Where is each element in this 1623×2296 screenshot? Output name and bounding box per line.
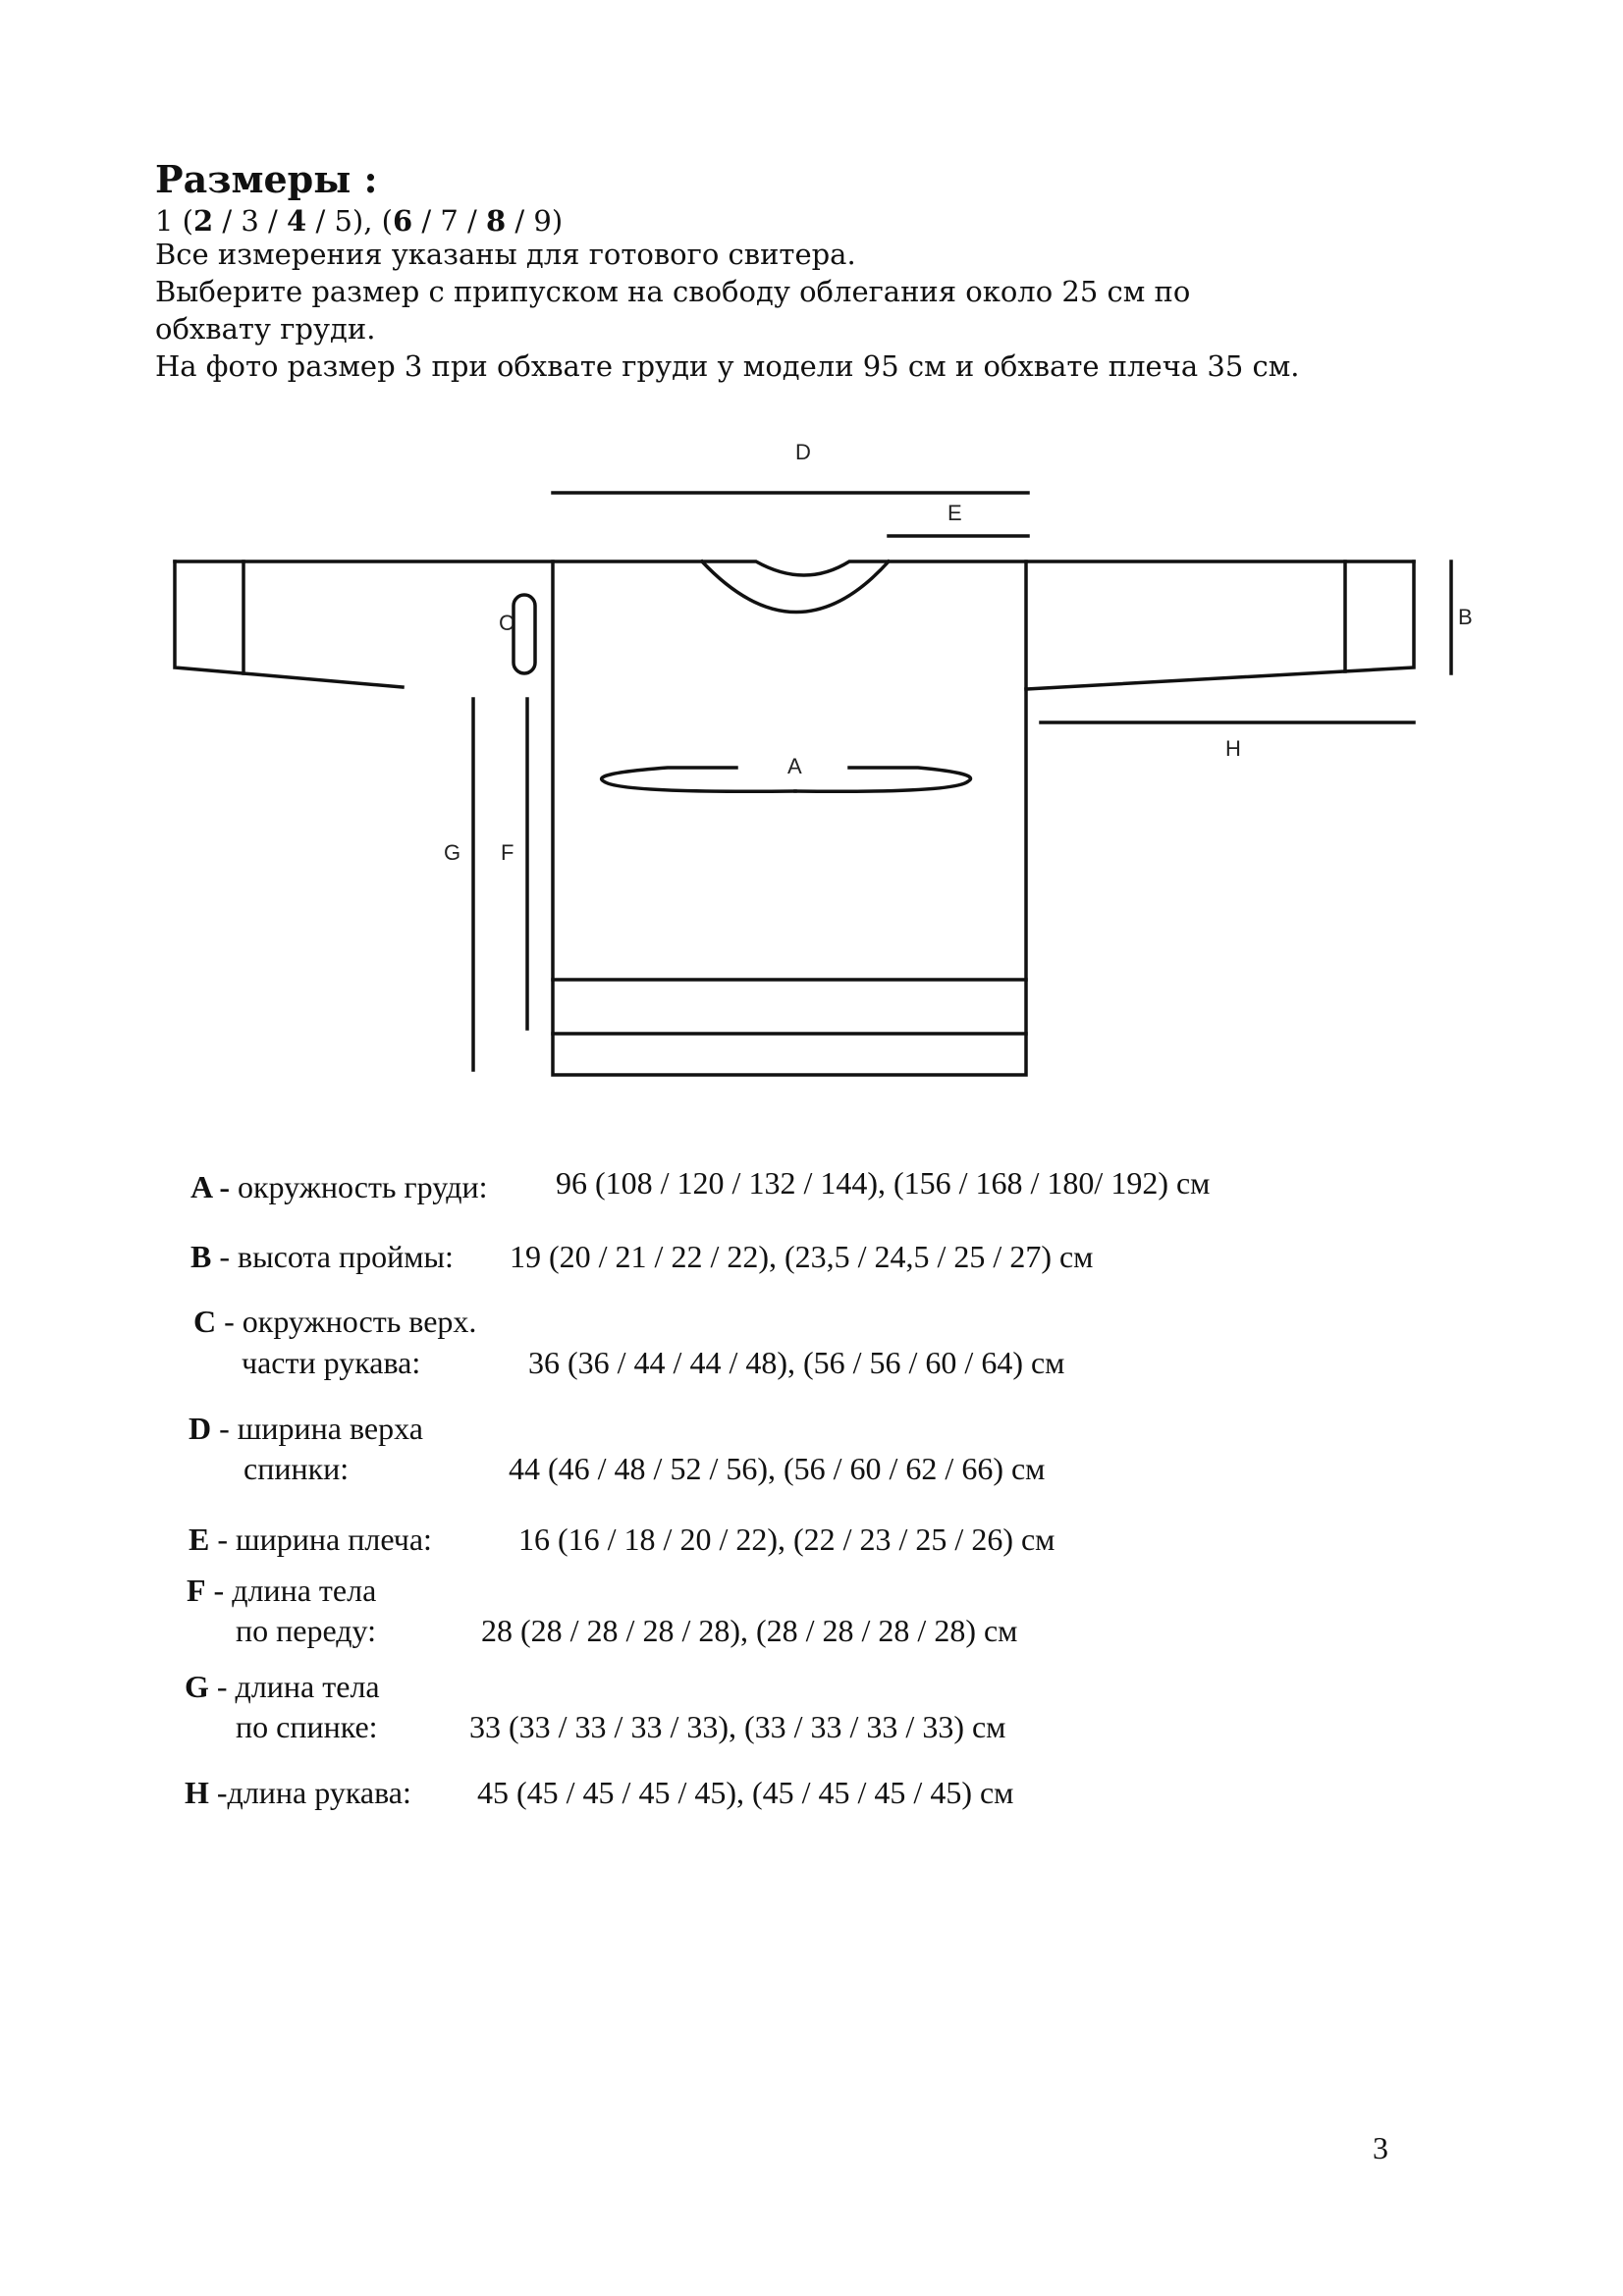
letter-f: F — [187, 1573, 206, 1608]
section-heading: Размеры : — [155, 157, 378, 201]
size-number-bold: 4 — [287, 204, 307, 238]
intro-line-ease: Выберите размер с припуском на свободу облегания около 25 см по обхвату груди. — [155, 275, 1191, 346]
left-sleeve — [175, 561, 403, 687]
value-b: 19 (20 / 21 / 22 / 22), (23,5 / 24,5 / 25 / 27) см — [510, 1239, 1094, 1274]
size-number-bold: 6 — [392, 204, 413, 238]
measurement-e — [189, 1522, 432, 1558]
measurement-d — [189, 1411, 423, 1447]
diagram-label-c: C — [499, 611, 514, 635]
neck-curve — [702, 561, 889, 613]
label-f: - длина тела — [205, 1573, 377, 1608]
value-c: 36 (36 / 44 / 44 / 48), (56 / 56 / 60 / 64) см — [528, 1345, 1065, 1380]
diagram-label-b: B — [1458, 605, 1473, 629]
body-outline — [553, 561, 1026, 1075]
size-text: / 9) — [506, 204, 564, 238]
measurement-c — [193, 1304, 476, 1340]
size-text: / 5), ( — [306, 204, 393, 238]
label-g: - длина тела — [208, 1669, 380, 1704]
size-text: / 3 / — [213, 204, 288, 238]
label-h: -длина рукава: — [208, 1775, 411, 1810]
size-range — [155, 204, 563, 238]
top-outline — [175, 561, 1414, 575]
diagram-label-e: E — [947, 501, 962, 525]
letter-h: H — [185, 1775, 209, 1810]
measurement-g — [185, 1669, 380, 1705]
size-number-bold: 8 — [486, 204, 507, 238]
size-number-bold: 2 — [192, 204, 214, 238]
measurement-f — [187, 1573, 376, 1609]
size-text: 1 ( — [155, 204, 193, 238]
measurement-a — [190, 1169, 488, 1205]
value-e: 16 (16 / 18 / 20 / 22), (22 / 23 / 25 / 26) см — [518, 1522, 1055, 1557]
letter-c: C — [193, 1304, 217, 1339]
label-c-2: части рукава: — [242, 1345, 421, 1380]
sweater-schematic — [157, 422, 1492, 1090]
diagram-label-d: D — [795, 440, 811, 464]
diagram-label-h: H — [1225, 736, 1241, 761]
letter-g: G — [185, 1669, 209, 1704]
label-d: - ширина верха — [211, 1411, 423, 1446]
size-text: / 7 / — [412, 204, 487, 238]
value-d: 44 (46 / 48 / 52 / 56), (56 / 60 / 62 / 66) см — [509, 1451, 1046, 1486]
label-g-2: по спинке: — [236, 1709, 378, 1744]
letter-b: B — [190, 1239, 212, 1274]
c-loop — [514, 595, 535, 673]
measurement-b — [190, 1239, 454, 1275]
right-sleeve — [1026, 561, 1414, 689]
value-a: 96 (108 / 120 / 132 / 144), (156 / 168 / 180/ 192) см — [556, 1165, 1211, 1201]
diagram-label-g: G — [444, 840, 461, 865]
diagram-label-f: F — [501, 840, 514, 865]
label-c: - окружность верх. — [216, 1304, 477, 1339]
intro-line-photo-size: На фото размер 3 при обхвате груди у модели 95 см и обхвате плеча 35 см. — [155, 349, 1300, 383]
label-e: - ширина плеча: — [209, 1522, 432, 1557]
page-number: 3 — [1373, 2130, 1388, 2165]
value-h: 45 (45 / 45 / 45 / 45), (45 / 45 / 45 / 45) см — [477, 1775, 1014, 1810]
a-ellipse-left — [602, 768, 795, 791]
value-g: 33 (33 / 33 / 33 / 33), (33 / 33 / 33 / 33) см — [469, 1709, 1006, 1744]
label-d-2: спинки: — [243, 1451, 350, 1486]
letter-e: E — [189, 1522, 210, 1557]
measurement-h — [185, 1775, 411, 1811]
a-ellipse-right — [795, 768, 970, 791]
label-b: - высота проймы: — [211, 1239, 454, 1274]
label-a: окружность груди: — [230, 1169, 488, 1204]
label-f-2: по переду: — [236, 1613, 376, 1648]
diagram-label-a: A — [787, 754, 802, 778]
value-f: 28 (28 / 28 / 28 / 28), (28 / 28 / 28 / 28) см — [481, 1613, 1018, 1648]
letter-d: D — [189, 1411, 212, 1446]
letter-a: A - — [190, 1169, 230, 1204]
intro-line-measurements: Все измерения указаны для готового свитера. — [155, 238, 856, 271]
